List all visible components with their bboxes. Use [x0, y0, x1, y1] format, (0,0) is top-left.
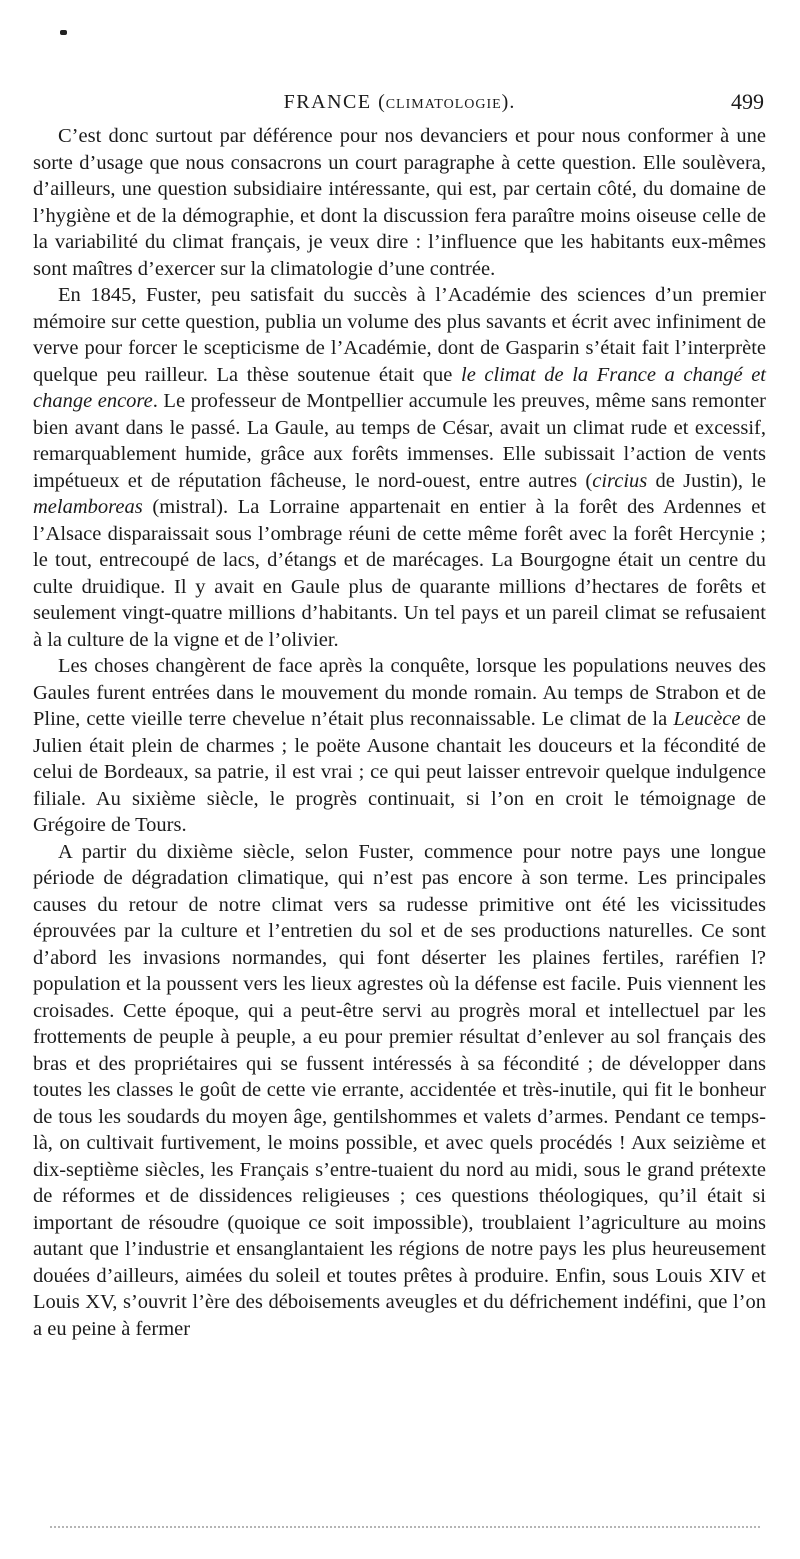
text-run: de Justin), le — [647, 469, 767, 492]
italic-text: circius — [592, 469, 648, 492]
running-title — [33, 88, 766, 116]
italic-text: Leucèce — [673, 708, 741, 730]
running-title-main: FRANCE — [283, 91, 372, 113]
paragraph — [33, 123, 766, 282]
ink-speck — [60, 30, 67, 35]
italic-text: melamboreas — [33, 496, 143, 518]
running-title-sub: (climatologie). — [378, 91, 516, 113]
paragraph — [33, 839, 766, 1343]
paragraph — [33, 282, 766, 653]
text-run: Les choses changèrent de face après la conquête, lorsque les populations neuves des Gaules furent entrées dans le mouvement du monde romain. Au temps de Strabon et de Pline, cette vieille terre chevelue n’était plus reconnaissable. Le climat de la — [33, 655, 766, 730]
text-run: de Julien était plein de charmes ; le poëte Ausone chantait les douceurs et la fécondité de celui de Bordeaux, sa patrie, il est vrai ; ce qui peut laisser entrevoir quelque indulgence filiale. Au sixième siècle, le progrès continuait, si l’on en croit le témoignage de Grégoire de Tours. — [33, 708, 766, 836]
body-text — [33, 123, 766, 1342]
running-header — [33, 88, 766, 118]
text-run: (mistral). La Lorraine appartenait en entier à la forêt des Ardennes et l’Alsace disparaissait sous l’ombrage réuni de cette même forêt avec la forêt Hercynie ; le tout, entrecoupé de lacs, d’étangs et de marécages. La Bourgogne était un centre du culte druidique. Il y avait en Gaule plus de quarante millions d’hectares de forêts et seulement vingt-quatre millions d’habitants. Un tel pays et un pareil climat se refusaient à la culture de la vigne et de l’olivier. — [33, 496, 766, 651]
text-run: En 1845, Fuster, peu satisfait du succès à l’Académie des sciences d’un premier mémoire sur cette question, publia un volume des plus savants et écrit avec infiniment de verve pour forcer le scepticisme de l’Académie, dont de Gasparin s’était fait l’interprète quelque peu railleur. La thèse soutenue était que — [33, 284, 766, 386]
bottom-rule — [50, 1526, 760, 1528]
text-run: . Le professeur de Montpellier accumule les preuves, même sans remonter bien avant dans le passé. La Gaule, au temps de César, avait un climat rude et excessif, remarquablement humide, grâce aux forêts immenses. Elle subissait l’action de vents impétueux et de réputation fâcheuse, le nord-ouest, entre autres ( — [33, 390, 766, 492]
text-run: A partir du dixième siècle, selon Fuster, commence pour notre pays une longue période de dégradation climatique, qui n’est pas encore à son terme. Les principales causes du retour de notre climat vers sa rudesse primitive ont été les vicissitudes éprouvées par la culture et l’entretien du sol et de ses productions naturelles. Ce sont d’abord les invasions normandes, qui font déserter les plaines fertiles, raréfien l? population et la poussent vers les lieux agrestes où la défense est facile. Puis viennent les croisades. Cette époque, qui a peut-être servi au progrès moral et intellectuel par les frottements de peuple à peuple, a eu pour premier résultat d’enlever au sol français des bras et des propriétaires qui se fussent intéressés à sa fécondité ; de développer dans toutes les classes le goût de cette vie errante, accidentée et très-inutile, qui fit le bonheur de tous les soudards du moyen âge, gentilshommes et valets d’armes. Pendant ce temps-là, on cultivait furtivement, le moins possible, et avec quels procédés ! Aux seizième et dix-septième siècles, les Français s’entre-tuaient du nord au midi, sous le grand prétexte de réformes et de dissidences religieuses ; ces questions théologiques, qu’il était si important de résoudre (quoique ce soit impossible), troublaient l’agriculture au moins autant que l’industrie et ensanglantaient les régions de notre pays les plus heureusement douées d’ailleurs, aimées du soleil et toutes prêtes à produire. Enfin, sous Louis XIV et Louis XV, s’ouvrit l’ère des déboisements aveugles et du défrichement indéfini, que l’on a eu peine à fermer — [33, 840, 766, 1340]
text-run: C’est donc surtout par déférence pour nos devanciers et pour nous conformer à une sorte d’usage que nous consacrons un court paragraphe à cette question. Elle soulèvera, d’ailleurs, une question subsidiaire intéressante, qui est, par certain côté, du domaine de l’hygiène et de la démographie, et dont la discussion fera paraître moins oiseuse celle de la variabilité du climat français, je veux dire : l’influence que les habitants eux-mêmes sont maîtres d’exercer sur la climatologie d’une contrée. — [33, 125, 766, 280]
paragraph — [33, 653, 766, 839]
page-number: 499 — [731, 89, 764, 114]
italic-text: le climat de la France a changé et change encore — [33, 363, 766, 412]
